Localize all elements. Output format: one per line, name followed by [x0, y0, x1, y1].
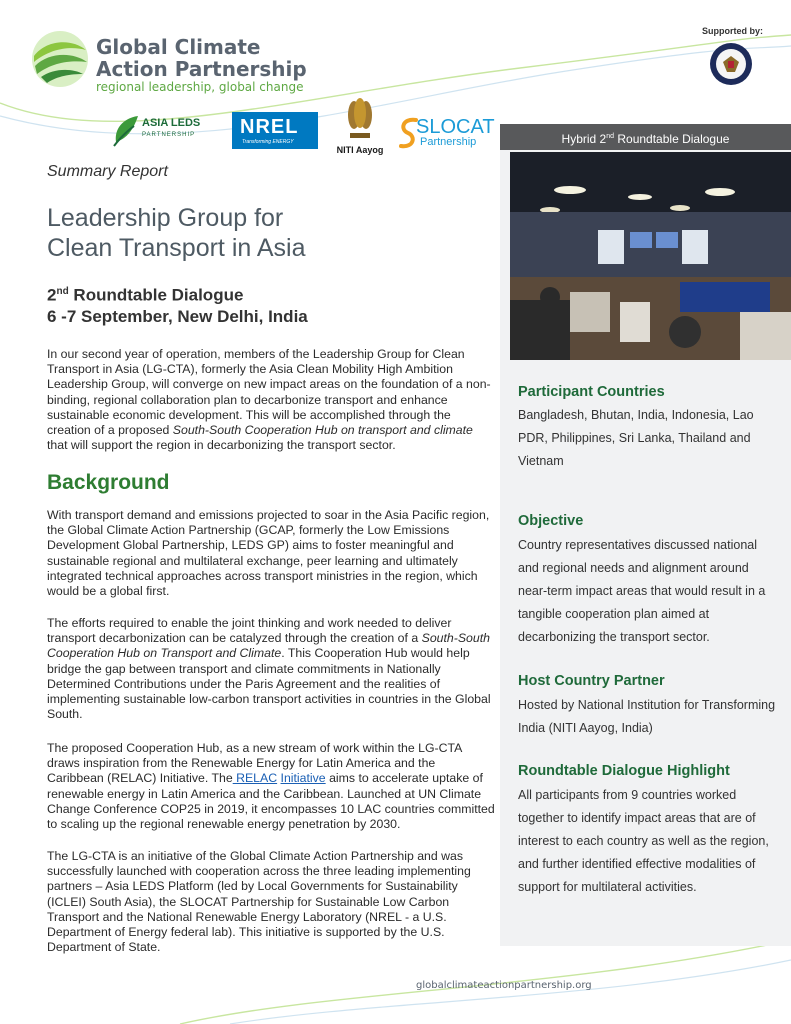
logo-tagline: regional leadership, global change [96, 80, 304, 94]
title-line1: Leadership Group for [47, 204, 284, 232]
report-type: Summary Report [47, 163, 168, 180]
niti-aayog-text: NITI Aayog [336, 145, 384, 155]
objective-heading: Objective [518, 513, 584, 529]
initiative-link[interactable]: Initiative [280, 771, 326, 786]
page-title [47, 203, 305, 263]
subtitle-line2: 6 -7 September, New Delhi, India [47, 306, 308, 326]
national-emblem-icon [346, 95, 374, 141]
nrel-text: NREL [240, 116, 299, 138]
roundtable-photo [510, 152, 791, 360]
background-paragraph-2 [47, 616, 495, 722]
title-line2: Clean Transport in Asia [47, 234, 306, 262]
slocat-text: SLOCAT [416, 116, 495, 138]
caption-superscript: nd [606, 133, 615, 140]
subtitle-superscript: nd [56, 286, 69, 297]
caption-text-a: Hybrid 2 [561, 132, 607, 146]
participants-heading: Participant Countries [518, 384, 665, 400]
logo-line2: Action Partnership [96, 57, 307, 81]
background-paragraph-1: With transport demand and emissions projected to soar in the Asia Pacific region, the Global Climate Action Partnership (GCAP, formerly the Low Emissions Development Global Partnership, LEDS GP) aims to foster meaningful and sustainable regional and multilateral exchange, peer learning and ultimately integrated technical approaches across transport ministries in the region, which would be a global first. [47, 508, 490, 599]
objective-text: Country representatives discussed national and regional needs and alignment around near-term impact areas that would result in a tangible cooperation plan aimed at decarbonizing the transport sector. [518, 538, 766, 644]
intro-text-italic: South-South Cooperation Hub on transport and climate [172, 423, 473, 438]
nrel-logo [232, 112, 318, 149]
supported-by-label: Supported by: [702, 26, 763, 36]
footer-url[interactable]: globalclimateactionpartnership.org [416, 980, 592, 991]
host-heading: Host Country Partner [518, 673, 665, 689]
intro-paragraph [47, 347, 495, 453]
asia-leds-text: ASIA LEDS [142, 117, 201, 129]
host-text: Hosted by National Institution for Transforming India (NITI Aayog, India) [518, 698, 776, 735]
relac-link[interactable]: RELAC [232, 771, 278, 786]
photo-caption [500, 124, 791, 150]
intro-text-b: that will support the region in decarbonizing the transport sector. [47, 438, 396, 453]
participants-text: Bangladesh, Bhutan, India, Indonesia, Lao PDR, Philippines, Sri Lanka, Thailand and Vietnam [518, 408, 754, 468]
background-heading: Background [47, 471, 170, 494]
subtitle [47, 281, 308, 327]
background-paragraph-4: The LG-CTA is an initiative of the Global Climate Action Partnership and was successfully launched with cooperation across the three leading implementing partners – Asia LEDS Platform (led by Local Governments for Sustainability (ICLEI) South Asia), the SLOCAT Partnership for Sustainable Low Carbon Transport and the National Renewable Energy Laboratory (NREL - a U.S. Department of Energy federal lab). This initiative is supported by the U.S. Department of State. [47, 849, 471, 955]
background-paragraph-3 [47, 741, 495, 832]
slocat-subtext: Partnership [420, 136, 477, 148]
asia-leds-subtext: PARTNERSHIP [142, 132, 196, 138]
bg-p2-text-a: The efforts required to enable the joint thinking and work needed to deliver transport decarbonization can be catalyzed through the creation of a [47, 616, 452, 646]
highlight-text: All participants from 9 countries worked together to identify impact areas that are of interest to each country as well as the region, and further identified effective modalities of support for multilateral activities. [518, 788, 769, 894]
logo-line1: Global Climate [96, 35, 261, 59]
subtitle-line1 [47, 281, 308, 306]
bg-p2-text-b: . This Cooperation Hub would help bridge the gap between transport and climate commitments in Nationally Determined Contributions under the Paris Agreement and the realities of implementing sustainable low-carbon transport activities in countries in the Global South. [47, 646, 491, 722]
bg-p3-text-a: The proposed Cooperation Hub, as a new stream of work within the LG-CTA draws inspiration from the Renewable Energy for Latin America and the Caribbean (RELAC) Initiative. The [47, 741, 462, 786]
subtitle-number: 2 [47, 285, 57, 305]
bg-p3-text-b: aims to accelerate uptake of renewable energy in Latin America and the Caribbean. Launched at UN Climate Change Conference COP25 in 2019, it encompasses 10 LAC countries committed to scaling up the regional renewable energy penetration by 2030. [47, 771, 495, 832]
highlight-heading: Roundtable Dialogue Highlight [518, 763, 730, 779]
gcap-logo-icon [31, 30, 89, 88]
asia-leds-leaf-icon [112, 112, 140, 148]
us-state-department-seal-icon [709, 42, 753, 86]
intro-text-a: In our second year of operation, members of the Leadership Group for Clean Transport in Asia (LG-CTA), formerly the Asia Clean Mobility High Ambition Leadership Group, will converge on new impact areas on the foundation of a non-binding, regional collaboration plan to decarbonize transport and enhance sustainable economic development. This will be accomplished through the creation of a proposed [47, 347, 491, 438]
nrel-subtext: Transforming ENERGY [242, 139, 294, 145]
gcap-logo-text [96, 36, 307, 80]
bg-p2-text-italic: South-South Cooperation Hub on Transport and Climate [47, 631, 490, 661]
caption-text-b: Roundtable Dialogue [614, 132, 730, 146]
subtitle-rest: Roundtable Dialogue [68, 285, 244, 305]
